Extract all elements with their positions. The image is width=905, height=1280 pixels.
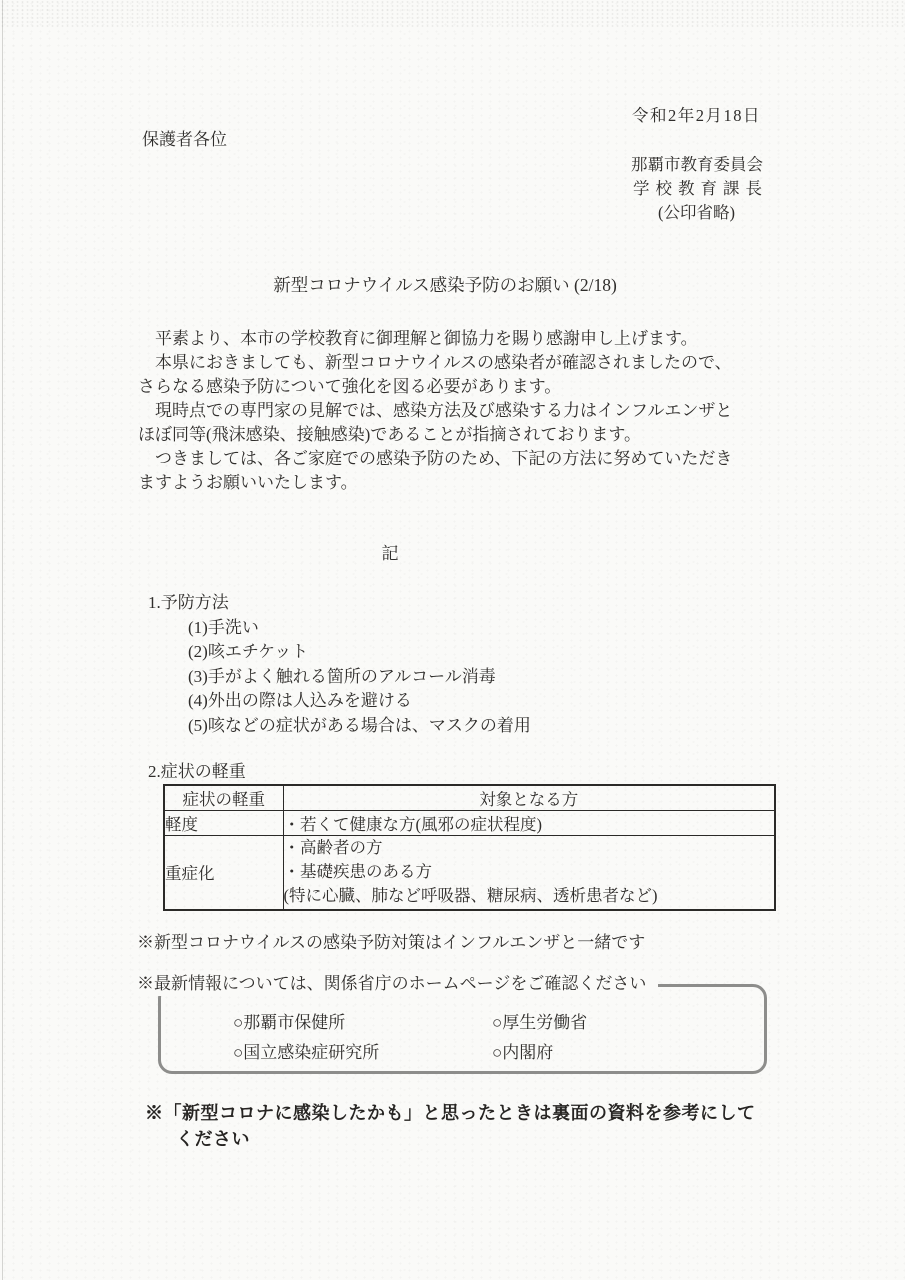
letter-date: 令和2年2月18日 xyxy=(632,106,761,125)
severity-severe-label: 重症化 xyxy=(164,836,283,910)
note-websites: ※最新情報については、関係省庁のホームページをご確認ください xyxy=(137,972,658,996)
prevention-item: (1)手洗い xyxy=(188,617,259,637)
seal-omitted-note: (公印省略) xyxy=(658,203,735,222)
document-title: 新型コロナウイルス感染予防のお願い (2/18) xyxy=(273,275,617,295)
agency-item: ○内閣府 xyxy=(492,1043,554,1062)
severity-mild-target: ・若くて健康な方(風邪の症状程度) xyxy=(283,811,775,836)
prevention-item: (4)外出の際は人込みを避ける xyxy=(188,691,412,711)
note-influenza: ※新型コロナウイルスの感染予防対策はインフルエンザと一緒です xyxy=(137,933,646,952)
warning-line-1: ※「新型コロナに感染したかも」と思ったときは裏面の資料を参考にして xyxy=(145,1103,756,1123)
ki-marker: 記 xyxy=(381,544,399,563)
severity-table xyxy=(163,784,776,911)
recipient: 保護者各位 xyxy=(142,130,227,149)
table-header-severity: 症状の軽重 xyxy=(164,785,283,811)
severity-severe-target xyxy=(283,836,775,910)
scan-edge-line xyxy=(2,0,3,1280)
body-line: 現時点での専門家の見解では、感染方法及び感染する力はインフルエンザと xyxy=(138,401,733,420)
body-line: ますようお願いいたします。 xyxy=(138,473,358,492)
table-header-target: 対象となる方 xyxy=(283,785,775,811)
severity-severe-line: ・高齢者の方 xyxy=(283,838,383,858)
body-line: つきましては、各ご家庭での感染予防のため、下記の方法に努めていただき xyxy=(138,449,733,468)
warning-line-2: ください xyxy=(176,1129,250,1149)
severity-heading: 2.症状の軽重 xyxy=(148,762,246,781)
prevention-section xyxy=(148,591,531,739)
agency-item: ○国立感染症研究所 xyxy=(233,1043,380,1062)
prevention-item: (2)咳エチケット xyxy=(188,642,309,662)
scan-noise-band xyxy=(0,0,905,28)
agency-item: ○厚生労働省 xyxy=(492,1013,588,1032)
body-paragraphs xyxy=(138,327,768,495)
agency-box xyxy=(158,984,767,1074)
body-line: ほぼ同等(飛沫感染、接触感染)であることが指摘されております。 xyxy=(138,425,641,444)
prevention-item: (3)手がよく触れる箇所のアルコール消毒 xyxy=(188,666,496,686)
body-line: 平素より、本市の学校教育に御理解と御協力を賜り感謝申し上げます。 xyxy=(138,329,698,348)
body-line: さらなる感染予防について強化を図る必要があります。 xyxy=(138,377,562,396)
table-header-row xyxy=(164,785,775,811)
severity-mild-label: 軽度 xyxy=(164,811,283,836)
sender-organization: 那覇市教育委員会 xyxy=(631,155,763,174)
prevention-item: (5)咳などの症状がある場合は、マスクの着用 xyxy=(188,715,531,735)
body-line: 本県におきましても、新型コロナウイルスの感染者が確認されましたので、 xyxy=(138,353,732,372)
sender-title: 学校教育課長 xyxy=(633,179,768,198)
severity-severe-line: (特に心臓、肺など呼吸器、糖尿病、透析患者など) xyxy=(283,886,658,906)
table-row xyxy=(164,836,775,910)
agency-item: ○那覇市保健所 xyxy=(233,1013,346,1032)
table-row xyxy=(164,811,775,836)
prevention-heading: 1.予防方法 xyxy=(148,593,229,612)
severity-severe-line: ・基礎疾患のある方 xyxy=(283,862,432,882)
